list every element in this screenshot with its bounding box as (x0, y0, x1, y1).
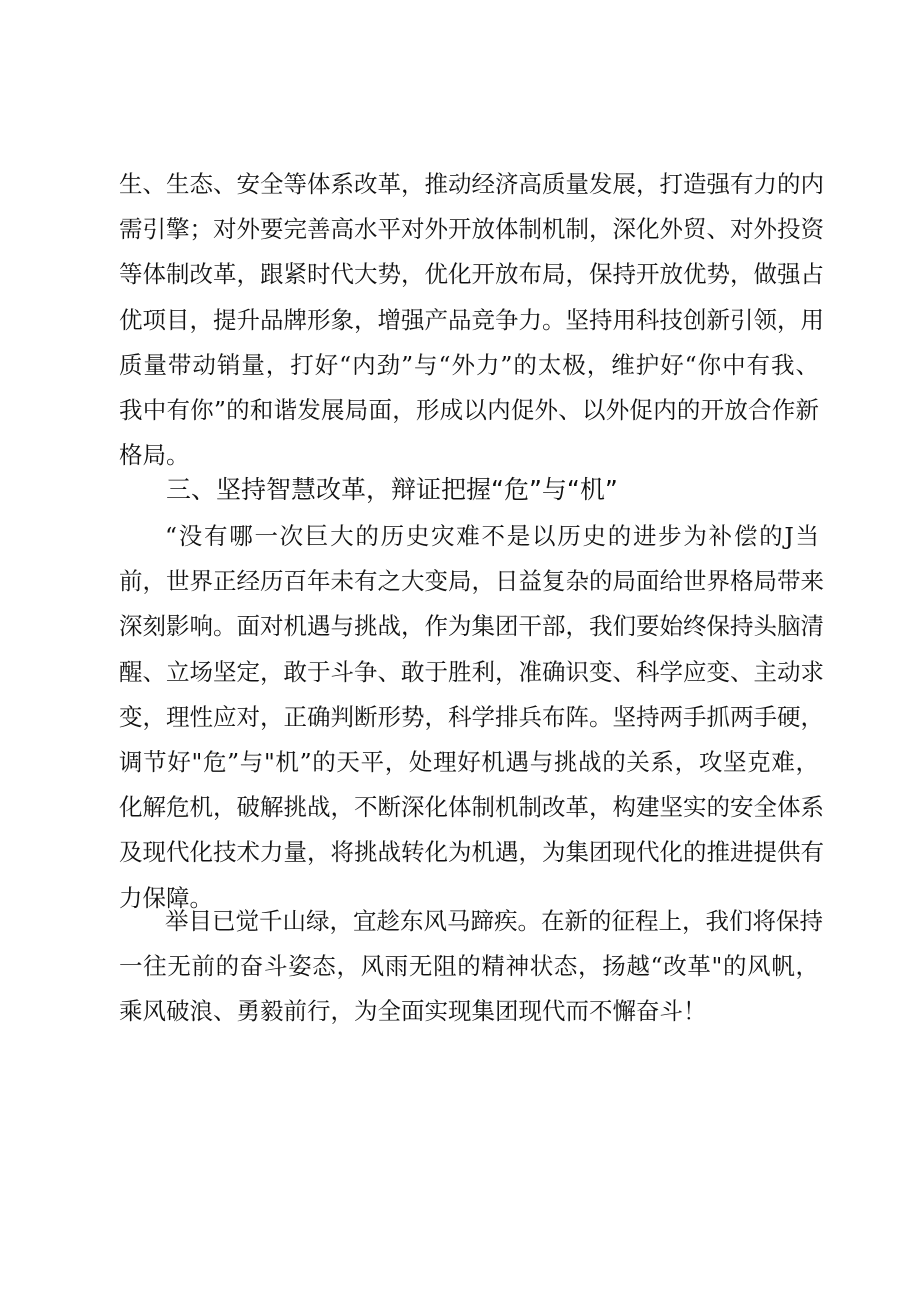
paragraph-line: 变，理性应对，正确判断形势，科学排兵布阵。坚持两手抓两手硬， (119, 702, 824, 731)
paragraph-line: 醒、立场坚定，敢于斗争、敢于胜利，准确识变、科学应变、主动求 (119, 657, 824, 686)
paragraph-line: “没有哪一次巨大的历史灾难不是以历史的进步为补偿的J当 (165, 522, 819, 550)
paragraph-line: 化解危机，破解挑战，不断深化体制机制改革，构建坚实的安全体系 (119, 793, 824, 822)
paragraph-line: 生、生态、安全等体系改革，推动经济高质量发展，打造强有力的内 (119, 170, 824, 198)
paragraph-line: 优项目，提升品牌形象，增强产品竞争力。坚持用科技创新引领，用 (119, 305, 824, 334)
paragraph-line: 质量带动销量，打好“内劲”与“外力”的太极，维护好“你中有我、 (119, 350, 819, 379)
paragraph-line: 力保障。 (119, 883, 213, 912)
paragraph-line: 等体制改革，跟紧时代大势，优化开放布局，保持开放优势，做强占 (119, 260, 824, 289)
paragraph-line: 乘风破浪、勇毅前行，为全面实现集团现代而不懈奋斗！ (119, 997, 707, 1026)
paragraph-3 (119, 899, 823, 1035)
paragraph-line: 格局。 (119, 441, 190, 470)
paragraph-line: 调节好"危”与"机”的天平，处理好机遇与挑战的关系，攻坚克难， (119, 747, 819, 776)
paragraph-line: 及现代化技术力量，将挑战转化为机遇，为集团现代化的推进提供有 (119, 838, 824, 867)
section-heading: 三、坚持智慧改革，辩证把握“危”与“机” (166, 475, 618, 504)
paragraph-line: 举目已觉千山绿，宜趁东风马蹄疾。在新的征程上，我们将保持 (165, 907, 823, 935)
paragraph-line: 我中有你”的和谐发展局面，形成以内促外、以外促内的开放合作新 (119, 395, 819, 424)
paragraph-1 (119, 162, 824, 478)
paragraph-line: 需引擎；对外要完善高水平对外开放体制机制，深化外贸、对外投资 (119, 215, 824, 244)
paragraph-line: 一往无前的奋斗姿态，风雨无阻的精神状态，扬越“改革"的风帆， (119, 952, 819, 981)
paragraph-line: 深刻影响。面对机遇与挑战，作为集团干部，我们要始终保持头脑清 (119, 612, 824, 641)
paragraph-line: 前，世界正经历百年未有之大变局，日益复杂的局面给世界格局带来 (119, 567, 824, 596)
